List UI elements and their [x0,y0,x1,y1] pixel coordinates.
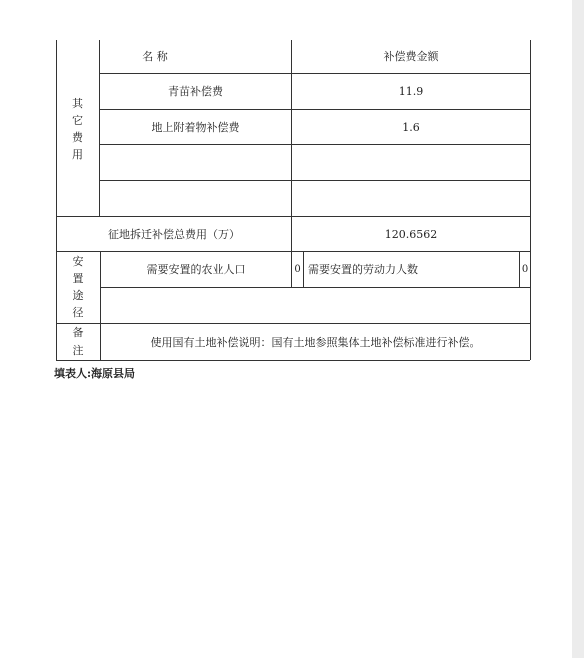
column-line [530,40,531,360]
total-label: 征地拆迁补偿总费用（万） [108,227,240,241]
labor-count-value: 0 [521,263,529,275]
remarks-section-label [56,323,100,360]
total-value: 120.6562 [384,227,438,241]
amount-column-header: 补偿费金额 [383,50,439,63]
fee-name-cell [100,181,291,216]
farm-population-label: 需要安置的农业人口 [146,263,246,276]
resettlement-section-label [56,251,100,323]
name-column-header: 名 称 [142,50,168,63]
section-char: 途 [72,289,84,302]
row-line [56,360,530,361]
section-char: 注 [72,343,84,357]
labor-count-label: 需要安置的劳动力人数 [308,263,418,276]
remarks-text: 使用国有土地补偿说明：国有土地参照集体土地补偿标准进行补偿。 [150,335,481,349]
viewer-scrollbar[interactable] [572,0,584,658]
farm-population-value: 0 [294,263,301,275]
fee-name-cell: 地上附着物补偿费 [151,120,240,134]
fee-name-cell: 青苗补偿费 [168,85,223,98]
fee-name-cell [100,145,291,180]
section-char: 用 [72,148,83,162]
fee-amount-cell [292,145,530,180]
section-char: 置 [72,271,84,285]
fee-amount-cell: 11.9 [398,85,424,98]
section-char: 安 [72,254,84,268]
section-char: 费 [72,131,83,145]
fee-amount-cell [292,181,530,216]
row-line [100,287,530,288]
section-char: 其 [72,97,83,110]
fee-amount-cell: 1.6 [402,120,420,134]
section-char: 备 [72,326,84,340]
other-fees-section-label [56,73,99,216]
filled-by-label: 填表人:海原县局 [54,367,136,380]
section-char: 径 [72,306,84,320]
section-char: 它 [72,114,83,128]
